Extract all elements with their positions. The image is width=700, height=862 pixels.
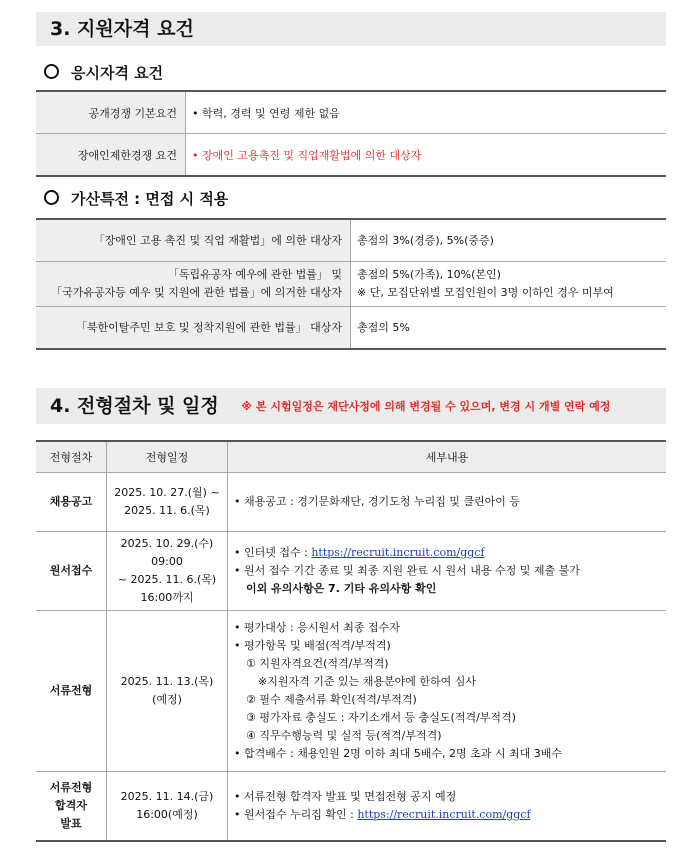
details-cell bbox=[228, 473, 667, 532]
detail-text: • 원서 접수 기간 종료 및 최종 지원 완료 시 원서 내용 수정 및 제출 불가 bbox=[234, 564, 580, 577]
bonus-table bbox=[36, 218, 666, 350]
detail-text: ④ 직무수행능력 및 실적 등(적격/부적격) bbox=[246, 729, 442, 742]
section-4-title-bar bbox=[36, 388, 666, 424]
eligibility-heading: 응시자격 요건 bbox=[44, 62, 163, 83]
detail-line bbox=[234, 806, 660, 824]
schedule-notice: ※ 본 시험일정은 재단사정에 의해 변경될 수 있으며, 변경 시 개별 연락 예정 bbox=[241, 400, 611, 413]
step-cell bbox=[36, 532, 107, 611]
detail-text: • 합격배수 : 채용인원 2명 이하 최대 5배수, 2명 초과 시 최대 3배수 bbox=[234, 747, 563, 760]
step-label: 채용공고 bbox=[49, 495, 93, 508]
schedule-table bbox=[36, 440, 666, 842]
date-cell bbox=[107, 772, 228, 842]
step-cell bbox=[36, 473, 107, 532]
details-cell bbox=[228, 532, 667, 611]
date-line: 2025. 11. 6.(목) bbox=[124, 504, 210, 517]
detail-line bbox=[234, 544, 660, 562]
date-line: 16:00(예정) bbox=[136, 808, 198, 821]
detail-line bbox=[234, 580, 660, 598]
recruit-link[interactable]: https://recruit.incruit.com/ggcf bbox=[357, 808, 531, 821]
date-line: 2025. 11. 14.(금) bbox=[120, 790, 214, 803]
detail-line bbox=[234, 745, 660, 763]
table-row bbox=[36, 219, 666, 262]
section-3-title: 3. 지원자격 요건 bbox=[50, 18, 194, 40]
table-row bbox=[36, 772, 666, 842]
step-label: 합격자 bbox=[55, 799, 87, 812]
detail-line bbox=[234, 655, 660, 673]
detail-text: ※지원자격 기준 있는 채용분야에 한하여 심사 bbox=[258, 675, 476, 688]
date-line: 2025. 10. 29.(수) bbox=[120, 537, 214, 550]
row-value: 총점의 3%(경증), 5%(중증) bbox=[351, 219, 667, 262]
row-label: 장애인제한경쟁 요건 bbox=[36, 134, 186, 177]
date-cell bbox=[107, 473, 228, 532]
table-row bbox=[36, 134, 666, 177]
section-4-title: 4. 전형절차 및 일정 bbox=[50, 395, 219, 417]
step-cell bbox=[36, 772, 107, 842]
date-line: (예정) bbox=[152, 693, 182, 706]
detail-line bbox=[234, 619, 660, 637]
recruit-link[interactable]: https://recruit.incruit.com/ggcf bbox=[311, 546, 485, 559]
date-line: 2025. 11. 13.(목) bbox=[120, 675, 214, 688]
detail-text: • 평가항목 및 배점(적격/부적격) bbox=[234, 639, 391, 652]
detail-line bbox=[234, 493, 660, 511]
column-header: 전형절차 bbox=[36, 441, 107, 473]
detail-line bbox=[234, 788, 660, 806]
details-cell bbox=[228, 772, 667, 842]
detail-text: • 서류전형 합격자 발표 및 면접전형 공지 예정 bbox=[234, 790, 457, 803]
detail-line bbox=[234, 691, 660, 709]
step-label: 발표 bbox=[60, 817, 82, 830]
detail-line bbox=[234, 562, 660, 580]
date-line: 09:00 bbox=[151, 555, 183, 568]
detail-line bbox=[234, 637, 660, 655]
detail-text: ② 필수 제출서류 확인(적격/부적격) bbox=[246, 693, 417, 706]
row-label: 「북한이탈주민 보호 및 정착지원에 관한 법률」 대상자 bbox=[36, 307, 351, 350]
detail-text: • 채용공고 : 경기문화재단, 경기도청 누리집 및 클린아이 등 bbox=[234, 495, 521, 508]
detail-text: ③ 평가자료 충실도 : 자기소개서 등 충실도(적격/부적격) bbox=[246, 711, 516, 724]
table-row bbox=[36, 611, 666, 772]
detail-line bbox=[234, 709, 660, 727]
date-cell bbox=[107, 611, 228, 772]
table-row bbox=[36, 473, 666, 532]
step-label: 원서접수 bbox=[49, 564, 93, 577]
details-cell bbox=[228, 611, 667, 772]
column-header: 세부내용 bbox=[228, 441, 667, 473]
date-line: 2025. 10. 27.(월) ~ bbox=[114, 486, 220, 499]
circle-bullet-icon bbox=[44, 64, 59, 79]
date-line: 16:00까지 bbox=[140, 591, 194, 604]
row-label: 「독립유공자 예우에 관한 법률」 및 「국가유공자등 예우 및 지원에 관한 법률」에 의거한 대상자 bbox=[36, 262, 351, 307]
table-row bbox=[36, 262, 666, 307]
column-header: 전형일정 bbox=[107, 441, 228, 473]
date-cell bbox=[107, 532, 228, 611]
detail-text: 이외 유의사항은 7. 기타 유의사항 확인 bbox=[246, 582, 437, 595]
detail-text: • 평가대상 : 응시원서 최종 접수자 bbox=[234, 621, 400, 634]
row-label: 공개경쟁 기본요건 bbox=[36, 91, 186, 134]
date-line: ~ 2025. 11. 6.(목) bbox=[117, 573, 217, 586]
step-label: 서류전형 bbox=[49, 781, 93, 794]
bonus-heading: 가산특전 : 면접 시 적용 bbox=[44, 188, 228, 209]
row-value: 총점의 5%(가족), 10%(본인) ※ 단, 모집단위별 모집인원이 3명 이하인 경우 미부여 bbox=[351, 262, 667, 307]
eligibility-table bbox=[36, 90, 666, 177]
detail-line bbox=[234, 673, 660, 691]
detail-text: ① 지원자격요건(적격/부적격) bbox=[246, 657, 389, 670]
row-value: • 장애인 고용촉진 및 직업재활법에 의한 대상자 bbox=[186, 134, 667, 177]
table-row bbox=[36, 532, 666, 611]
detail-line bbox=[234, 727, 660, 745]
table-header-row bbox=[36, 441, 666, 473]
table-row bbox=[36, 307, 666, 350]
row-value: 총점의 5% bbox=[351, 307, 667, 350]
table-row bbox=[36, 91, 666, 134]
row-label: 「장애인 고용 촉진 및 직업 재활법」에 의한 대상자 bbox=[36, 219, 351, 262]
detail-text: • 인터넷 접수 : bbox=[234, 546, 312, 559]
step-label: 서류전형 bbox=[49, 684, 93, 697]
section-3-title-bar bbox=[36, 12, 666, 46]
step-cell bbox=[36, 611, 107, 772]
detail-text: • 원서접수 누리집 확인 : bbox=[234, 808, 358, 821]
circle-bullet-icon bbox=[44, 190, 59, 205]
row-value: • 학력, 경력 및 연령 제한 없음 bbox=[186, 91, 667, 134]
